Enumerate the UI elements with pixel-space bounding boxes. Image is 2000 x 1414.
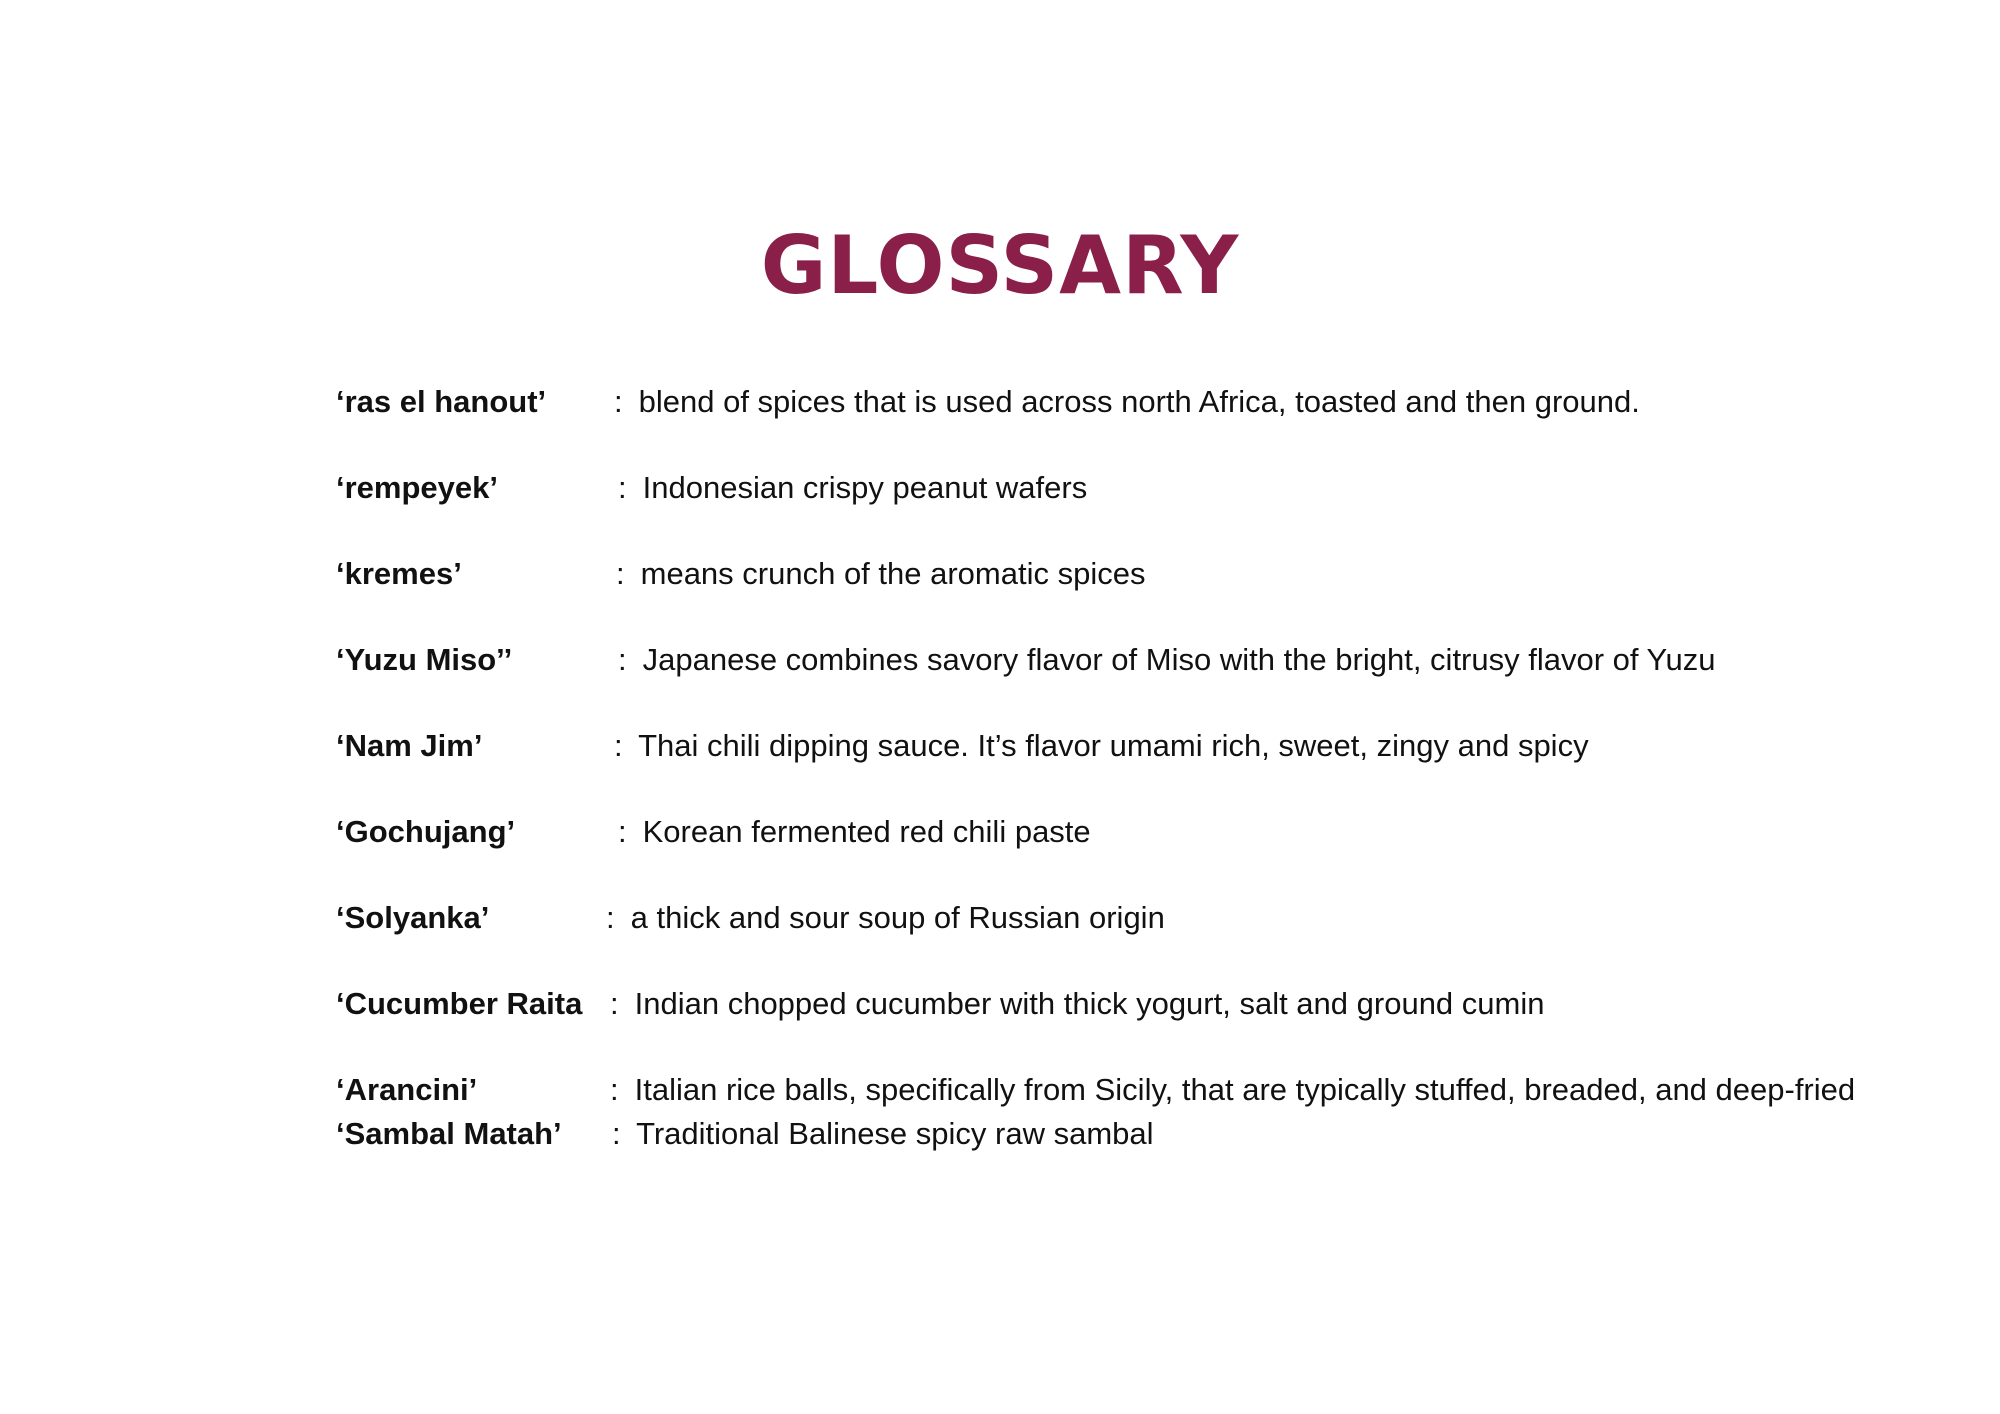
glossary-entry-cucumber-raita — [336, 982, 1936, 1026]
glossary-entry-yuzu-miso — [336, 638, 1936, 682]
glossary-term: ‘Solyanka’ — [336, 900, 490, 935]
glossary-definition: : blend of spices that is used across north Africa, toasted and then ground. — [614, 384, 1640, 419]
glossary-term: ‘Cucumber Raita — [336, 986, 583, 1021]
glossary-definition: : Japanese combines savory flavor of Miso with the bright, citrusy flavor of Yuzu — [618, 642, 1716, 677]
glossary-definition: : Indonesian crispy peanut wafers — [618, 470, 1088, 505]
definition-text: Indonesian crispy peanut wafers — [642, 470, 1088, 505]
definition-text: Traditional Balinese spicy raw sambal — [636, 1116, 1154, 1151]
glossary-term: ‘kremes’ — [336, 556, 462, 591]
glossary-definition: : Traditional Balinese spicy raw sambal — [612, 1116, 1154, 1151]
definition-text: a thick and sour soup of Russian origin — [630, 900, 1165, 935]
glossary-term: ‘ras el hanout’ — [336, 384, 547, 419]
glossary-list — [336, 380, 1936, 1156]
glossary-definition: : Italian rice balls, specifically from Sicily, that are typically stuffed, breaded, and deep-fried — [610, 1072, 1856, 1107]
glossary-term: ‘Arancini’ — [336, 1072, 478, 1107]
glossary-entry-sambal-matah — [336, 1112, 1936, 1156]
glossary-definition: : Korean fermented red chili paste — [618, 814, 1091, 849]
glossary-entry-kremes — [336, 552, 1936, 596]
definition-text: blend of spices that is used across north Africa, toasted and then ground. — [638, 384, 1640, 419]
definition-text: Italian rice balls, specifically from Sicily, that are typically stuffed, breaded, and deep-fried — [634, 1072, 1856, 1107]
glossary-entry-rempeyek — [336, 466, 1936, 510]
definition-text: means crunch of the aromatic spices — [640, 556, 1146, 591]
glossary-entry-nam-jim — [336, 724, 1936, 768]
glossary-entry-ras-el-hanout — [336, 380, 1936, 424]
definition-text: Indian chopped cucumber with thick yogurt, salt and ground cumin — [634, 986, 1545, 1021]
page-title: GLOSSARY — [760, 219, 1240, 312]
glossary-entry-gochujang — [336, 810, 1936, 854]
glossary-term: ‘Sambal Matah’ — [336, 1116, 562, 1151]
glossary-term: ‘Yuzu Miso’’ — [336, 642, 513, 677]
glossary-definition: : Indian chopped cucumber with thick yogurt, salt and ground cumin — [610, 986, 1545, 1021]
definition-text: Thai chili dipping sauce. It’s flavor umami rich, sweet, zingy and spicy — [638, 728, 1589, 763]
glossary-entry-solyanka — [336, 896, 1936, 940]
glossary-definition: : Thai chili dipping sauce. It’s flavor umami rich, sweet, zingy and spicy — [614, 728, 1589, 763]
definition-text: Korean fermented red chili paste — [642, 814, 1091, 849]
glossary-definition: : a thick and sour soup of Russian origin — [606, 900, 1165, 935]
glossary-term: ‘Gochujang’ — [336, 814, 516, 849]
glossary-term: ‘Nam Jim’ — [336, 728, 483, 763]
glossary-term: ‘rempeyek’ — [336, 470, 498, 505]
definition-text: Japanese combines savory flavor of Miso with the bright, citrusy flavor of Yuzu — [642, 642, 1716, 677]
glossary-definition: : means crunch of the aromatic spices — [616, 556, 1146, 591]
glossary-entry-arancini — [336, 1068, 1936, 1112]
